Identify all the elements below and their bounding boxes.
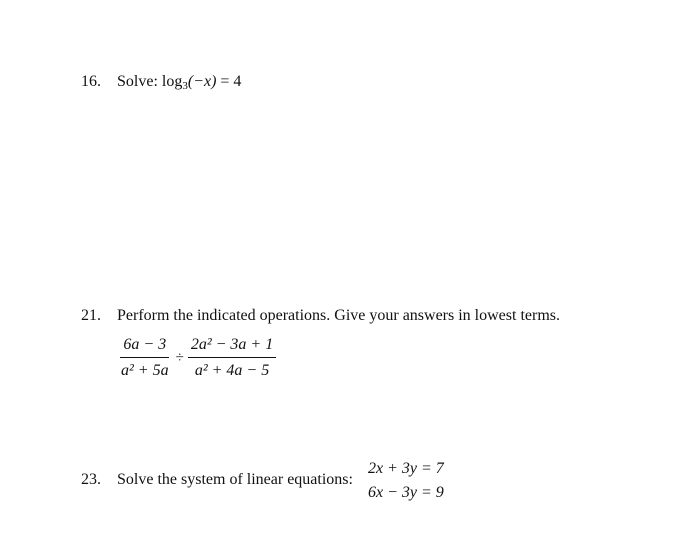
fraction-1-numerator: 6a − 3: [120, 336, 169, 358]
fraction-2-numerator: 2a² − 3a + 1: [188, 336, 276, 358]
fraction-2-denominator: a² + 4a − 5: [194, 362, 270, 379]
problem-number: 23.: [81, 471, 101, 488]
fraction-1-denominator: a² + 5a: [121, 362, 169, 379]
problem-number: 16.: [81, 73, 101, 90]
rational-expression: [118, 336, 276, 380]
log-argument: (−x): [187, 73, 217, 90]
log-expression: $\log_3(-x) = 4$: [161, 73, 242, 92]
equation-1: 2x + 3y = 7: [368, 460, 444, 477]
problem-16: [81, 74, 241, 92]
problem-21: [81, 308, 560, 324]
problem-number: 21.: [81, 307, 101, 324]
fraction-1: [118, 336, 172, 380]
problem-text: Solve:: [117, 73, 162, 90]
division-sign: ÷: [175, 349, 184, 366]
log-base: 3: [182, 80, 188, 92]
fraction-2: [188, 336, 276, 380]
problem-text: Solve the system of linear equations:: [117, 471, 353, 488]
equation-system: [368, 457, 444, 505]
problem-23: [81, 472, 353, 488]
equation-rhs: = 4: [216, 73, 242, 90]
problem-text: Perform the indicated operations. Give your answers in lowest terms.: [117, 307, 560, 324]
equation-2: 6x − 3y = 9: [368, 484, 444, 501]
